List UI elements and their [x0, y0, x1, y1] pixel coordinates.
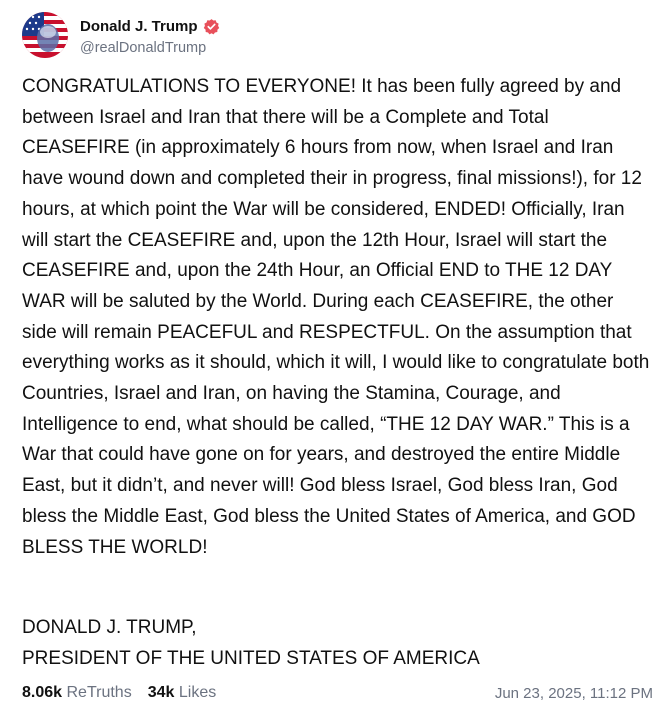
- likes-count: 34k: [147, 684, 175, 701]
- post-header: [22, 12, 220, 58]
- retruths-count: 8.06k: [22, 684, 63, 701]
- retruths-stat[interactable]: [22, 684, 132, 702]
- post-signature: [22, 613, 652, 674]
- author-info: [80, 14, 220, 56]
- post-timestamp[interactable]: Jun 23, 2025, 11:12 PM: [494, 685, 653, 702]
- avatar[interactable]: [22, 12, 68, 58]
- verified-badge-icon: [203, 18, 220, 35]
- likes-stat[interactable]: [148, 684, 217, 702]
- post-stats: [22, 684, 232, 702]
- signature-name: DONALD J. TRUMP,: [22, 617, 197, 638]
- author-name[interactable]: Donald J. Trump: [80, 17, 198, 35]
- avatar-flag-icon: [22, 12, 68, 58]
- signature-title: PRESIDENT OF THE UNITED STATES OF AMERICA: [22, 647, 480, 669]
- likes-label: Likes: [178, 684, 217, 701]
- author-handle[interactable]: @realDonaldTrump: [80, 40, 207, 56]
- post-body: CONGRATULATIONS TO EVERYONE! It has been fully agreed by and between Israel and Iran that there will be a Complete and Total CEASEFIRE (in approximately 6 hours from now, when Israel and Iran have wound down and completed their in progress, final missions!), for 12 hours, at which point the War will be considered, ENDED! Officially, Iran will start the CEASEFIRE and, upon the 12th Hour, Israel will start the CEASEFIRE and, upon the 24th Hour, an Official END to THE 12 DAY WAR will be saluted by the World. During each CEASEFIRE, the other side will remain PEACEFUL and RESPECTFUL. On the assumption that everything works as it should, which it will, I would like to congratulate both Countries, Israel and Iran, on having the Stamina, Courage, and Intelligence to end, what should be called, “THE 12 DAY WAR.” This is a War that could have gone on for years, and destroyed the entire Middle East, but it didn’t, and never will! God bless Israel, God bless Iran, God bless the Middle East, God bless the United States of America, and GOD BLESS THE WORLD!: [22, 76, 650, 558]
- name-row: [80, 14, 220, 38]
- retruths-label: ReTruths: [66, 684, 132, 701]
